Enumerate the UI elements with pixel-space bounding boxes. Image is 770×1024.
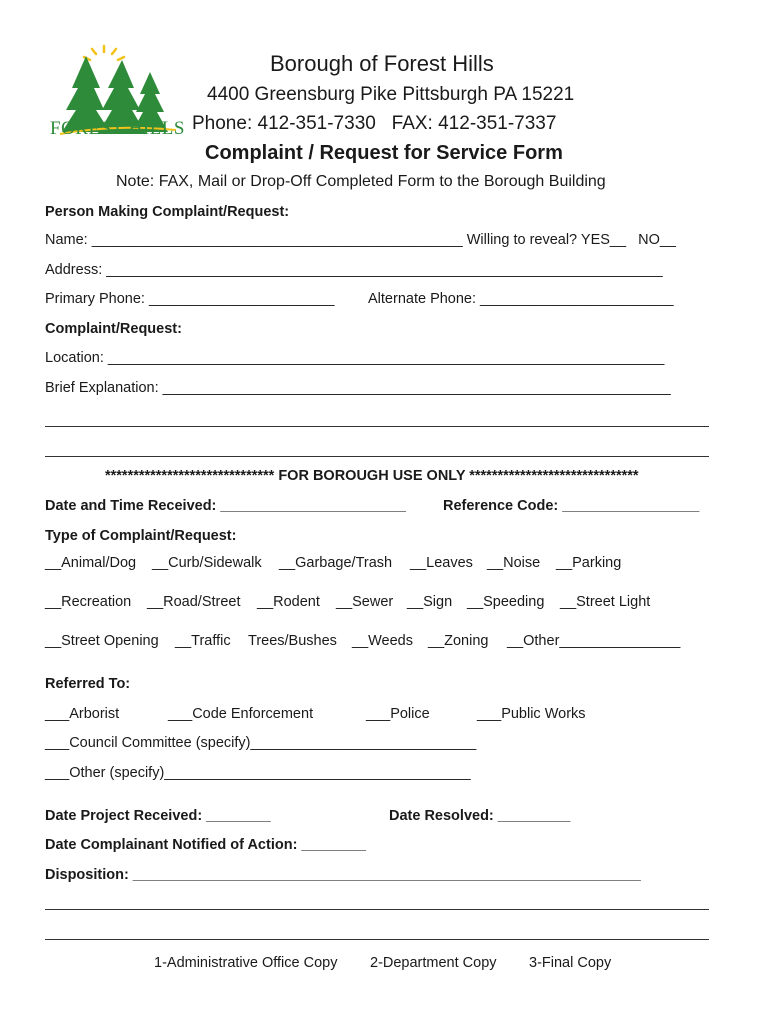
date-project-received-field[interactable]: Date Project Received: ________	[45, 808, 271, 824]
type-option-recreation[interactable]: __Recreation	[45, 594, 132, 610]
type-option-garbage-trash[interactable]: __Garbage/Trash	[279, 555, 393, 571]
copy-administrative: 1-Administrative Office Copy	[154, 955, 338, 971]
referred-option-public-works[interactable]: ___Public Works	[477, 706, 586, 722]
date-notified-field[interactable]: Date Complainant Notified of Action: ________	[45, 837, 366, 853]
date-resolved-field[interactable]: Date Resolved: _________	[389, 808, 571, 824]
type-option-street-opening[interactable]: __Street Opening	[45, 633, 159, 649]
type-option-street-light[interactable]: __Street Light	[560, 594, 651, 610]
date-time-received-field[interactable]: Date and Time Received: _______________________	[45, 498, 406, 514]
explanation-line-2[interactable]	[45, 426, 709, 427]
location-field[interactable]: Location: _____________________________________________________________________	[45, 350, 665, 366]
name-field[interactable]: Name: ______________________________________________ Willing to reveal? YES__ NO__	[45, 232, 676, 248]
disposition-field[interactable]: Disposition: _______________________________________________________________	[45, 867, 641, 883]
type-option-other[interactable]: __Other_______________	[507, 633, 681, 649]
type-option-trees-bushes[interactable]: Trees/Bushes	[248, 633, 337, 649]
type-option-curb-sidewalk[interactable]: __Curb/Sidewalk	[152, 555, 262, 571]
referred-option-council-committee[interactable]: ___Council Committee (specify)____________________________	[45, 735, 477, 751]
org-phone-fax: Phone: 412-351-7330 FAX: 412-351-7337	[192, 113, 557, 134]
referred-option-code-enforcement[interactable]: ___Code Enforcement	[168, 706, 314, 722]
disposition-line-2[interactable]	[45, 909, 709, 910]
submission-note: Note: FAX, Mail or Drop-Off Completed Form to the Borough Building	[116, 173, 606, 190]
type-option-parking[interactable]: __Parking	[556, 555, 622, 571]
person-heading: Person Making Complaint/Request:	[45, 204, 290, 220]
org-address: 4400 Greensburg Pike Pittsburgh PA 15221	[207, 84, 575, 105]
address-field[interactable]: Address: _____________________________________________________________________	[45, 262, 663, 278]
explanation-line-3[interactable]	[45, 456, 709, 457]
referred-option-arborist[interactable]: ___Arborist	[45, 706, 120, 722]
referred-heading: Referred To:	[45, 676, 131, 692]
type-option-noise[interactable]: __Noise	[487, 555, 541, 571]
logo-text: FOREST HILLS	[50, 118, 185, 139]
type-option-road-street[interactable]: __Road/Street	[147, 594, 241, 610]
primary-phone-field[interactable]: Primary Phone: _______________________	[45, 291, 335, 307]
forest-hills-logo	[46, 44, 196, 144]
type-option-sign[interactable]: __Sign	[407, 594, 453, 610]
borough-use-banner: ****************************** FOR BOROUGH USE ONLY ******************************	[105, 468, 639, 484]
disposition-line-3[interactable]	[45, 939, 709, 940]
copy-department: 2-Department Copy	[370, 955, 497, 971]
explanation-field[interactable]: Brief Explanation: _______________________________________________________________	[45, 380, 671, 396]
type-option-zoning[interactable]: __Zoning	[428, 633, 489, 649]
form-title: Complaint / Request for Service Form	[205, 142, 563, 164]
type-option-speeding[interactable]: __Speeding	[467, 594, 545, 610]
type-option-animal-dog[interactable]: __Animal/Dog	[45, 555, 137, 571]
reference-code-field[interactable]: Reference Code: _________________	[443, 498, 700, 514]
complaint-heading: Complaint/Request:	[45, 321, 182, 337]
type-option-sewer[interactable]: __Sewer	[336, 594, 394, 610]
referred-option-other[interactable]: ___Other (specify)______________________________________	[45, 765, 471, 781]
alternate-phone-field[interactable]: Alternate Phone: ________________________	[368, 291, 674, 307]
type-option-traffic[interactable]: __Traffic	[175, 633, 231, 649]
type-option-leaves[interactable]: __Leaves	[410, 555, 473, 571]
copy-final: 3-Final Copy	[529, 955, 612, 971]
org-name: Borough of Forest Hills	[270, 51, 494, 76]
type-option-rodent[interactable]: __Rodent	[257, 594, 320, 610]
type-heading: Type of Complaint/Request:	[45, 528, 237, 544]
type-option-weeds[interactable]: __Weeds	[352, 633, 413, 649]
referred-option-police[interactable]: ___Police	[366, 706, 430, 722]
